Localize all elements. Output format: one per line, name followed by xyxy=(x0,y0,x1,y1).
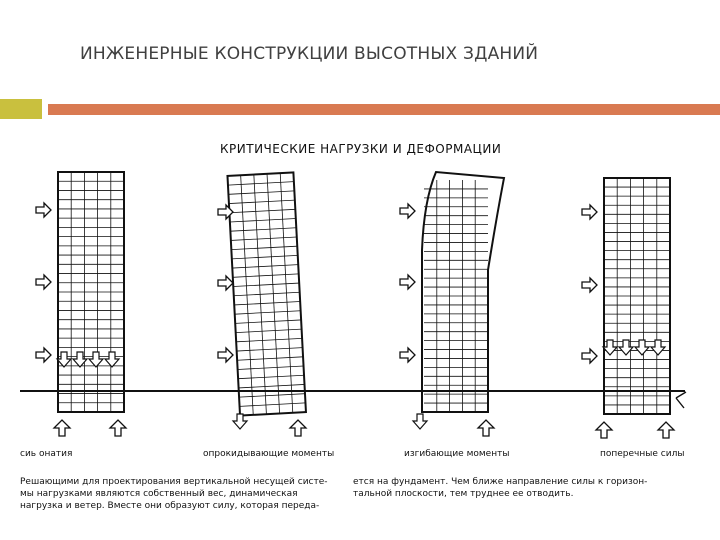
text-line: тальной плоскости, тем труднее ее отводить. xyxy=(353,489,574,499)
building-2 xyxy=(227,172,305,415)
caption-2: опрокидывающие моменты xyxy=(203,449,335,459)
body-text-left xyxy=(20,476,328,512)
building-3 xyxy=(422,172,504,412)
figure-title: КРИТИЧЕСКИЕ НАГРУЗКИ И ДЕФОРМАЦИИ xyxy=(220,142,502,156)
body-text-right xyxy=(353,476,647,500)
ground-reaction-arrow-icon xyxy=(54,414,674,438)
building-1 xyxy=(58,172,124,412)
building-4 xyxy=(604,178,670,414)
text-line: мы нагрузками являются собственный вес, динамическая xyxy=(20,489,298,499)
vertical-load-arrow-icon xyxy=(57,340,665,367)
diagonal-force-arrow-icon xyxy=(676,392,686,408)
text-line: ется на фундамент. Чем ближе направление силы к горизон- xyxy=(353,477,648,487)
slide-title: ИНЖЕНЕРНЫЕ КОНСТРУКЦИИ ВЫСОТНЫХ ЗДАНИЙ xyxy=(80,44,539,64)
text-line: Решающими для проектирования вертикальной несущей систе- xyxy=(20,477,328,487)
caption-1: сиь онатия xyxy=(20,449,73,459)
caption-3: изгибающие моменты xyxy=(404,449,510,459)
text-line: нагрузка и ветер. Вместе они образуют силу, которая переда- xyxy=(20,501,320,511)
caption-4: поперечные силы xyxy=(600,449,685,459)
